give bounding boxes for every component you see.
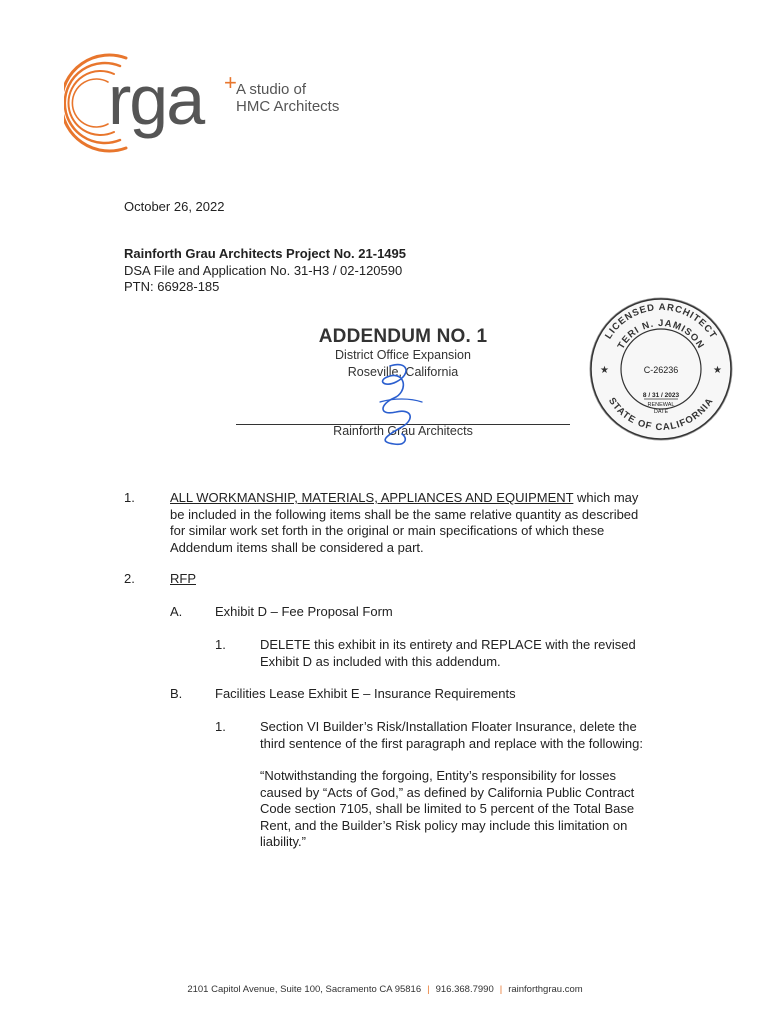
company-logo: [64, 44, 364, 162]
item-number: 2.: [124, 571, 135, 586]
sub-item-letter: B.: [170, 686, 183, 701]
sub-item-title: Exhibit D – Fee Proposal Form: [215, 604, 393, 619]
stamp-renewal-label2: DATE: [653, 409, 669, 415]
project-references: [124, 246, 406, 296]
item-text-line: which may: [573, 490, 639, 505]
logo-studio-line2: HMC Architects: [236, 98, 340, 115]
stamp-architect-name: TERI N. JAMISON: [615, 317, 707, 352]
footer-website: rainforthgrau.com: [508, 984, 583, 995]
point-number: 1.: [215, 637, 226, 652]
letter-date: October 26, 2022: [124, 199, 225, 214]
point-text: Section VI Builder’s Risk/Installation Floater Insurance, delete the third sentence of the first paragraph and replace with the following:: [260, 719, 644, 751]
logo-plus: +: [224, 70, 237, 95]
footer-address: 2101 Capitol Avenue, Suite 100, Sacramento CA 95816: [187, 984, 422, 995]
addendum-location: Roseville, California: [347, 364, 459, 379]
stamp-bottom-text: STATE OF CALIFORNIA: [606, 395, 716, 434]
logo-brand-text: rga: [108, 61, 204, 139]
point-number: 1.: [215, 719, 226, 734]
stamp-renewal-label1: RENEWAL: [647, 402, 675, 408]
item-text-line: for similar work set forth in the original or main specifications of which these: [170, 523, 605, 538]
star-right-icon: ★: [713, 365, 722, 376]
point-text: DELETE this exhibit in its entirety and REPLACE with the revised Exhibit D as included with this addendum.: [260, 637, 636, 669]
item-heading: RFP: [170, 571, 196, 586]
footer-separator: |: [427, 984, 430, 995]
dsa-file-number: DSA File and Application No. 31-H3 / 02-120590: [124, 262, 403, 278]
addendum-project-name: District Office Expansion: [335, 348, 471, 362]
stamp-top-text: LICENSED ARCHITECT: [603, 301, 719, 342]
footer-phone: 916.368.7990: [435, 984, 494, 995]
item-heading: ALL WORKMANSHIP, MATERIALS, APPLIANCES AND EQUIPMENT: [170, 490, 574, 505]
sub-item-letter: A.: [170, 604, 183, 619]
item-text-line: be included in the following items shall be the same relative quantity as described: [170, 506, 639, 522]
footer-separator: |: [499, 984, 503, 995]
stamp-license-number: C-26236: [643, 365, 679, 375]
item-text-line: Addendum items shall be considered a part.: [170, 539, 424, 555]
project-title: Rainforth Grau Architects Project No. 21-1495: [124, 246, 406, 261]
signer-name: Rainforth Grau Architects: [333, 424, 473, 438]
ptn-number: PTN: 66928-185: [124, 279, 220, 294]
star-left-icon: ★: [600, 365, 609, 376]
sub-item-title: Facilities Lease Exhibit E – Insurance Requirements: [215, 686, 516, 701]
quoted-insurance-text: “Notwithstanding the forgoing, Entity’s responsibility for losses caused by “Acts of God,” as defined by California Public Contract Code section 7105, shall be limited to 5 percent of the Total Base Rent, and the Builder’s Risk policy may include this limitation on liability.”: [260, 768, 635, 849]
handwritten-signature: [350, 358, 440, 448]
stamp-renewal-date: 8 / 31 / 2023: [642, 392, 680, 399]
logo-studio-line1: A studio of: [236, 81, 307, 98]
item-paragraph: [170, 490, 680, 556]
addendum-title: ADDENDUM NO. 1: [318, 326, 488, 347]
architect-license-stamp: [588, 296, 734, 442]
item-number: 1.: [124, 490, 135, 505]
page-footer: [0, 984, 770, 995]
